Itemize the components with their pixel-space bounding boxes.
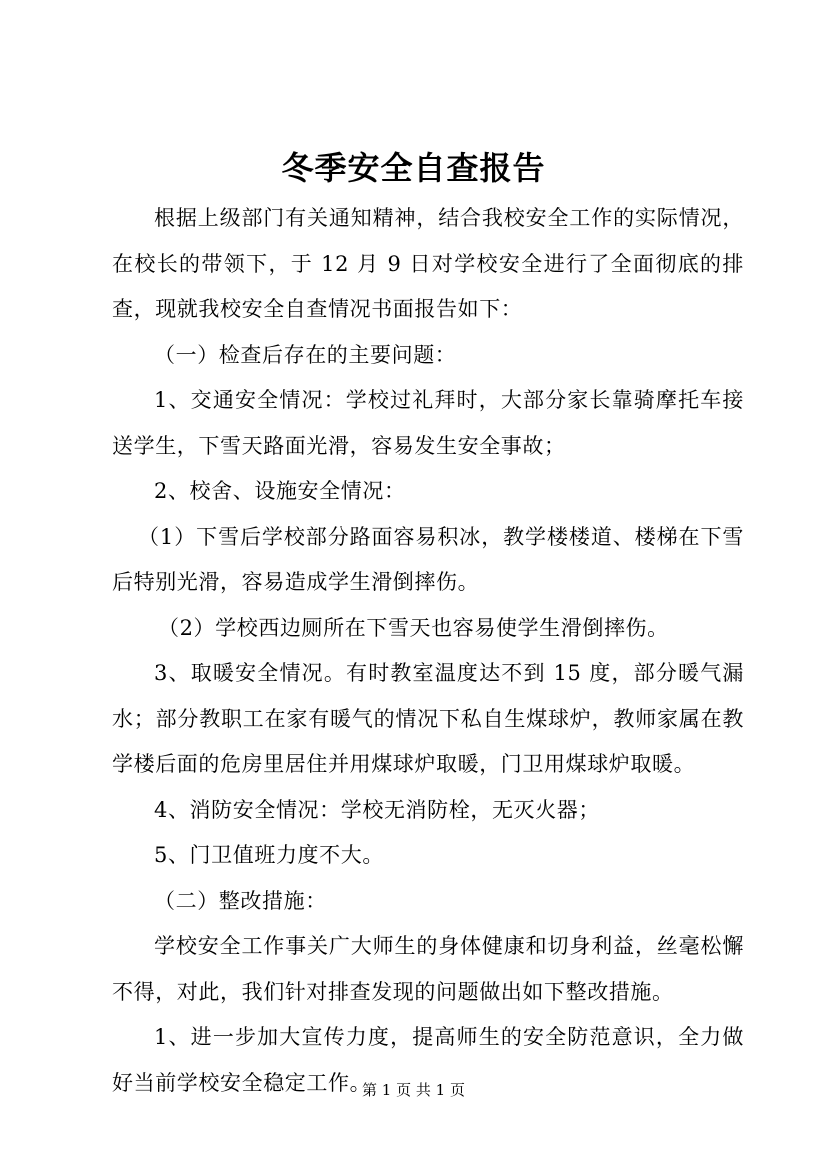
paragraph-facility-safety-heading: 2、校舍、设施安全情况： bbox=[154, 479, 406, 503]
paragraph-measures-intro: 学校安全工作事关广大师生的身体健康和切身利益，丝毫松懈不得，对此，我们针对排查发现的问题做出如下整改措施。 bbox=[112, 934, 744, 1004]
paragraph-section-problems-heading: （一）检查后存在的主要问题： bbox=[154, 342, 457, 367]
paragraph-heating-safety: 3、取暖安全情况。有时教室温度达不到 15 度，部分暖气漏水；部分教职工在家有暖气的情况下私自生煤球炉，教师家属在教学楼后面的危房里居住并用煤球炉取暖，门卫用煤球炉取暖。 bbox=[112, 661, 744, 776]
paragraph-fire-safety: 4、消防安全情况：学校无消防栓，无灭火器； bbox=[154, 797, 600, 822]
document-body bbox=[112, 196, 744, 1106]
paragraph-facility-item-2: （2）学校西边厕所在下雪天也容易使学生滑倒摔伤。 bbox=[158, 615, 669, 640]
paragraph-intro: 根据上级部门有关通知精神，结合我校安全工作的实际情况，在校长的带领下，于 12 月 9 日对学校安全进行了全面彻底的排查，现就我校安全自查情况书面报告如下： bbox=[112, 206, 744, 321]
page-footer: 第 1 页 共 1 页 bbox=[362, 1081, 465, 1099]
paragraph-facility-item-1: （1）下雪后学校部分路面容易积冰，教学楼楼道、楼梯在下雪后特别光滑，容易造成学生滑倒摔伤。 bbox=[112, 524, 744, 594]
document-title: 冬季安全自查报告 bbox=[281, 149, 546, 187]
paragraph-guard-duty: 5、门卫值班力度不大。 bbox=[154, 843, 384, 867]
paragraph-traffic-safety: 1、交通安全情况：学校过礼拜时，大部分家长靠骑摩托车接送学生，下雪天路面光滑，容易发生安全事故； bbox=[112, 388, 744, 458]
paragraph-section-measures-heading: （二）整改措施： bbox=[154, 888, 327, 913]
paragraph-measure-1: 1、进一步加大宣传力度，提高师生的安全防范意识，全力做好当前学校安全稳定工作。 bbox=[112, 1025, 744, 1095]
